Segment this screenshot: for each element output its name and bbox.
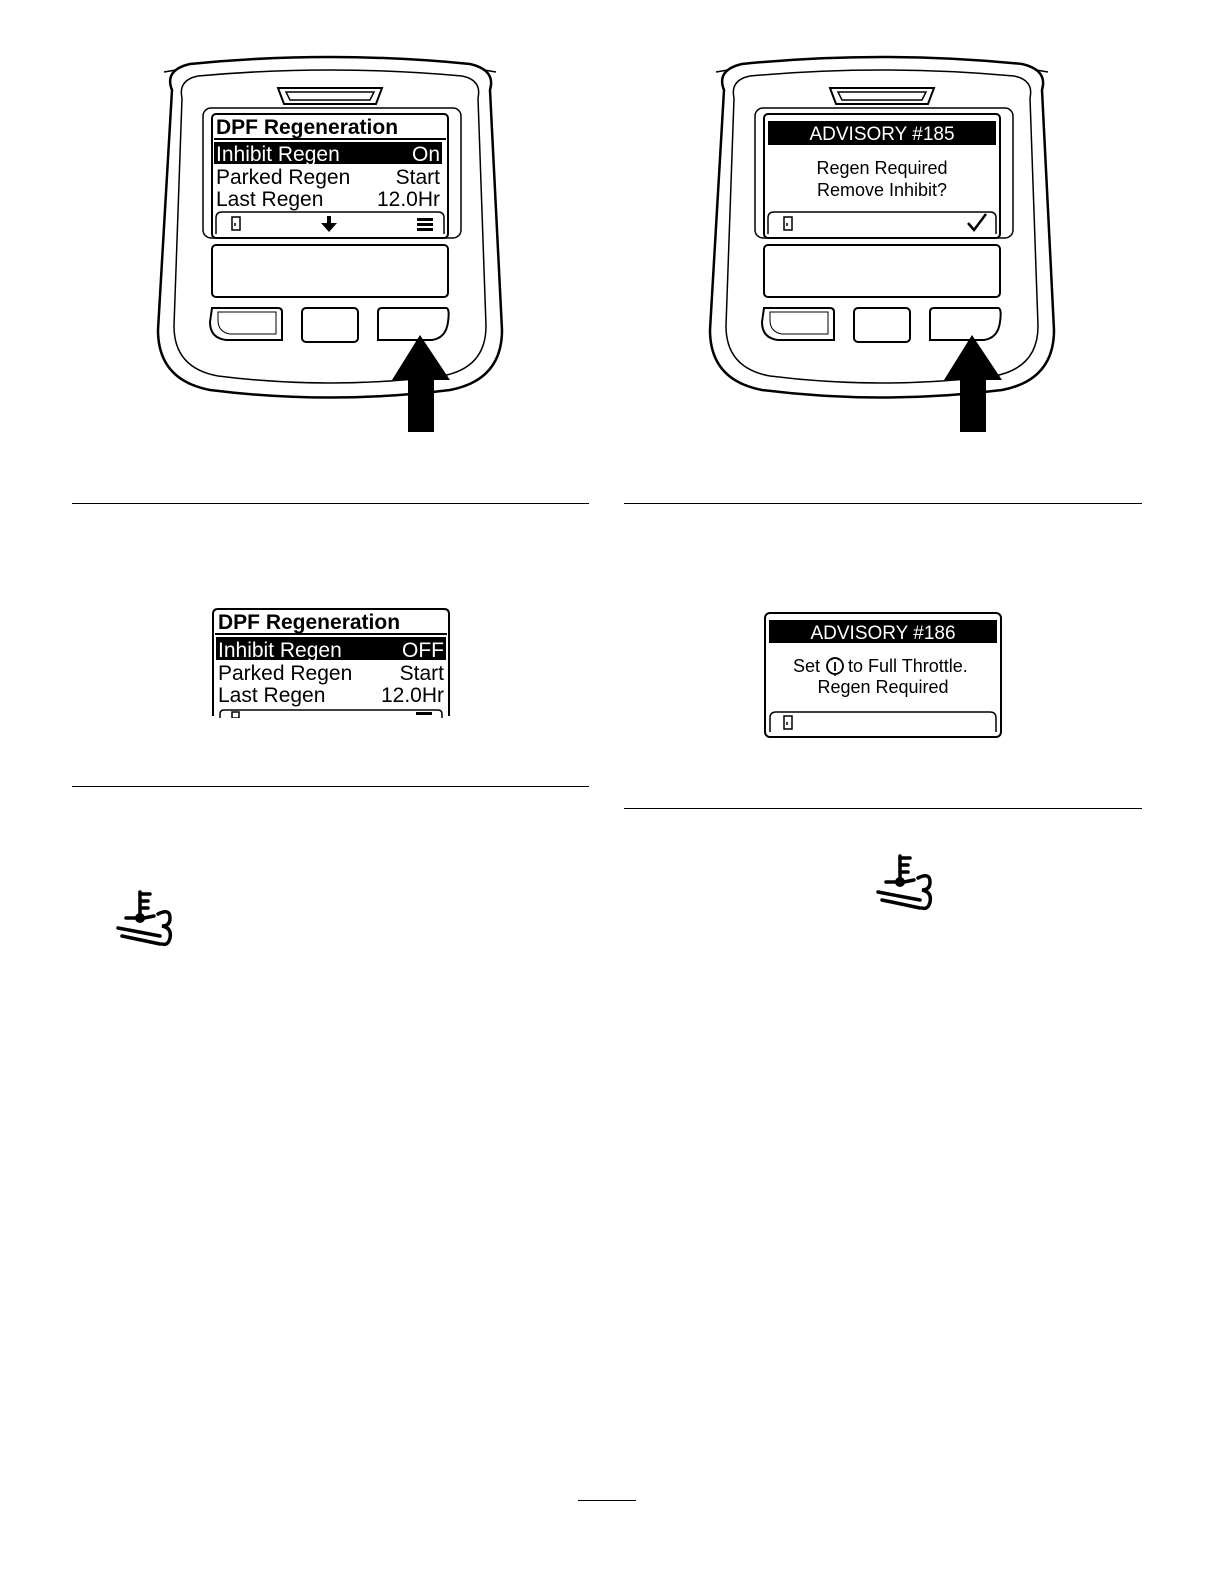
softkey-button-left[interactable] <box>762 308 834 340</box>
figure-display-advisory-185 <box>702 50 1062 435</box>
row-label-inhibit-regen: Inhibit Regen <box>216 143 340 166</box>
advisory-message-line1: Regen Required <box>816 158 948 178</box>
figure-screen-inhibit-off <box>210 606 452 718</box>
row-value-last-regen: 12.0Hr <box>380 684 444 707</box>
screen-title: DPF Regeneration <box>216 116 399 139</box>
row-label-parked-regen: Parked Regen <box>216 166 351 189</box>
figure-display-dpf-inhibit-on <box>150 50 510 435</box>
divider-rule <box>72 503 589 504</box>
row-label-last-regen: Last Regen <box>218 684 326 707</box>
menu-icon <box>417 218 433 231</box>
exhaust-temperature-icon <box>114 886 182 952</box>
figure-screen-advisory-186 <box>762 610 1004 742</box>
divider-rule <box>624 808 1142 809</box>
divider-rule <box>72 786 589 787</box>
row-value-inhibit-regen: On <box>411 143 440 166</box>
advisory-message-set: Set <box>793 656 821 676</box>
advisory-message-line2: Regen Required <box>817 677 949 697</box>
page-footer-rule <box>578 1500 636 1501</box>
softkey-button-middle[interactable] <box>854 308 910 342</box>
softkey-button-right[interactable] <box>378 308 449 340</box>
advisory-title: ADVISORY #185 <box>809 124 955 145</box>
row-label-parked-regen: Parked Regen <box>218 662 353 685</box>
advisory-message-line2: Remove Inhibit? <box>816 180 948 200</box>
row-value-last-regen: 12.0Hr <box>376 188 440 211</box>
row-value-parked-regen: Start <box>395 166 440 189</box>
row-value-inhibit-regen: OFF <box>402 639 444 662</box>
screen-title: DPF Regeneration <box>218 611 401 634</box>
row-label-last-regen: Last Regen <box>216 188 324 211</box>
softkey-button-left[interactable] <box>210 308 282 340</box>
exhaust-temperature-icon <box>874 850 942 916</box>
divider-rule <box>624 503 1142 504</box>
softkey-button-middle[interactable] <box>302 308 358 342</box>
row-label-inhibit-regen: Inhibit Regen <box>218 639 342 662</box>
advisory-title: ADVISORY #186 <box>810 623 956 644</box>
row-value-parked-regen: Start <box>399 662 444 685</box>
advisory-message-full-throttle: to Full Throttle. <box>848 656 968 676</box>
softkey-button-right[interactable] <box>930 308 1001 340</box>
